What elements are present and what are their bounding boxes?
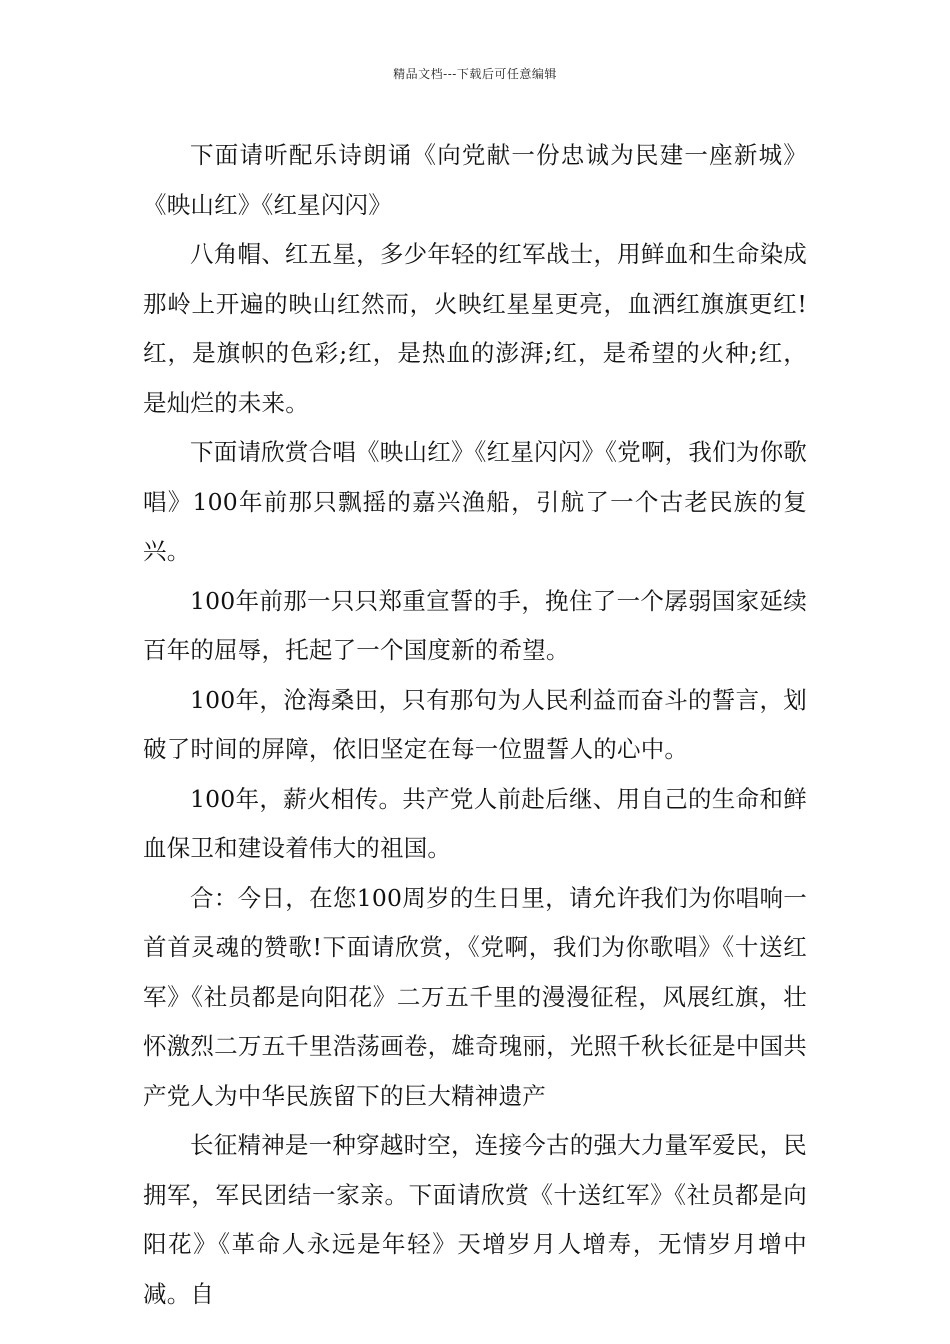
page-header: 精品文档---下载后可任意编辑 (393, 67, 557, 81)
paragraph-4: 100年前那一只只郑重宣誓的手，挽住了一个孱弱国家延续百年的屈辱，托起了一个国度新的希望。 (143, 586, 807, 664)
paragraph-1: 下面请听配乐诗朗诵《向党献一份忠诚为民建一座新城》《映山红》《红星闪闪》 (143, 141, 807, 219)
paragraph-6: 100年，薪火相传。共产党人前赴后继、用自己的生命和鲜血保卫和建设着伟大的祖国。 (143, 784, 807, 862)
paragraph-5: 100年，沧海桑田，只有那句为人民利益而奋斗的誓言，划破了时间的屏障，依旧坚定在每一位盟誓人的心中。 (143, 685, 807, 763)
paragraph-3: 下面请欣赏合唱《映山红》《红星闪闪》《党啊，我们为你歌唱》100年前那只飘摇的嘉兴渔船，引航了一个古老民族的复兴。 (143, 438, 807, 565)
paragraph-8: 长征精神是一种穿越时空，连接今古的强大力量军爱民，民拥军，军民团结一家亲。下面请欣赏《十送红军》《社员都是向阳花》《革命人永远是年轻》天增岁月人增寿，无情岁月增中减。自 (143, 1131, 807, 1308)
paragraph-2: 八角帽、红五星，多少年轻的红军战士，用鲜血和生命染成那岭上开遍的映山红然而，火映红星星更亮，血洒红旗旗更红!红，是旗帜的色彩;红，是热血的澎湃;红，是希望的火种;红，是灿烂的未来。 (143, 240, 807, 417)
document-body (143, 131, 807, 1319)
paragraph-7: 合：今日，在您100周岁的生日里，请允许我们为你唱响一首首灵魂的赞歌!下面请欣赏，《党啊，我们为你歌唱》《十送红军》《社员都是向阳花》二万五千里的漫漫征程，风展红旗，壮怀激烈二万五千里浩荡画卷，雄奇瑰丽，光照千秋长征是中国共产党人为中华民族留下的巨大精神遗产 (143, 883, 807, 1110)
